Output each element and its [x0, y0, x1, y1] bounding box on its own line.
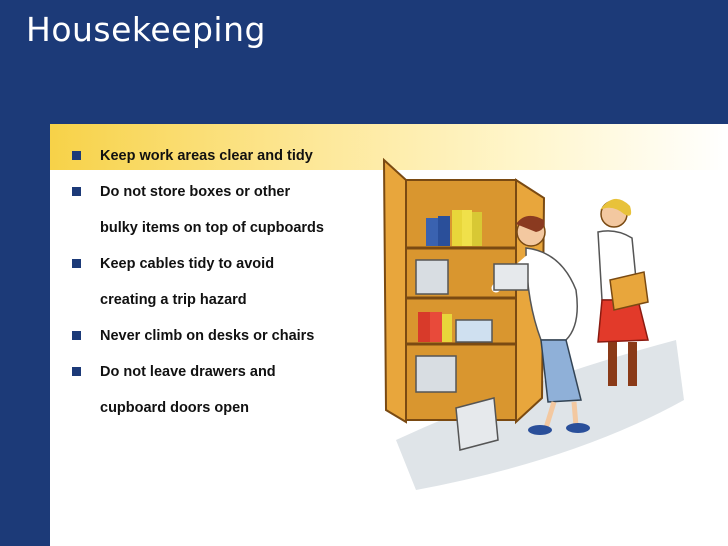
square-bullet-icon — [72, 151, 81, 160]
slide-title: Housekeeping — [26, 10, 266, 49]
bullet-text-continued: cupboard doors open — [100, 400, 250, 416]
bullet-text: Keep cables tidy to avoid — [100, 256, 275, 272]
bullet-text: Keep work areas clear and tidy — [100, 148, 313, 164]
bullet-text-continued: creating a trip hazard — [100, 292, 247, 308]
bullet-list — [72, 138, 372, 426]
bullet-text: Do not store boxes or other — [100, 184, 291, 200]
storage-box — [416, 356, 456, 392]
square-bullet-icon — [72, 187, 81, 196]
leg — [574, 402, 576, 426]
bullet-item — [72, 354, 372, 426]
boot — [628, 342, 637, 386]
binder — [462, 210, 472, 246]
bullet-item — [72, 246, 372, 318]
boot — [608, 342, 617, 386]
bullet-text-continued: bulky items on top of cupboards — [100, 220, 324, 236]
shoe — [566, 423, 590, 433]
binder — [442, 314, 452, 342]
binder — [418, 312, 430, 342]
storage-box — [456, 320, 492, 342]
shoe — [528, 425, 552, 435]
binder — [472, 212, 482, 246]
storage-box — [494, 264, 528, 290]
square-bullet-icon — [72, 331, 81, 340]
storage-box — [456, 398, 498, 450]
binder — [452, 210, 462, 246]
bullet-item — [72, 138, 372, 174]
storage-box — [416, 260, 448, 294]
bullet-text: Do not leave drawers and — [100, 364, 276, 380]
binder — [438, 216, 450, 246]
binder — [426, 218, 438, 246]
bullet-text: Never climb on desks or chairs — [100, 328, 315, 344]
square-bullet-icon — [72, 259, 81, 268]
square-bullet-icon — [72, 367, 81, 376]
bullet-item — [72, 318, 372, 354]
office-cupboard-illustration — [376, 140, 684, 490]
bullet-item — [72, 174, 372, 246]
binder — [430, 312, 442, 342]
cupboard-left-door — [384, 160, 406, 422]
